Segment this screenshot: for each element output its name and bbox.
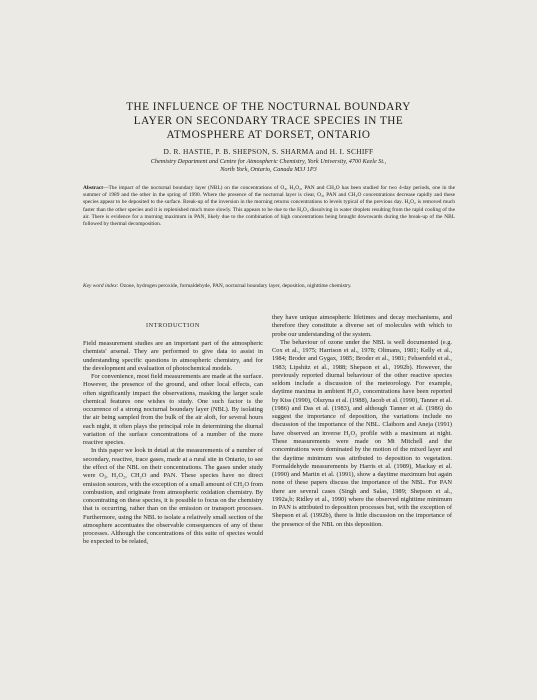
paragraph: Field measurement studies are an important part of the atmospheric chemists' arsenal. They are performed to give data to assist in understanding specific questions in atmospheric chemistry, and for the development and evaluation of photochemical models. <box>83 340 263 372</box>
paragraph: For convenience, most field measurements are made at the surface. However, the presence of the ground, and other local effects, can often significantly impact the observations, masking the larger scale chemical features one wishes to study. One such factor is the occurrence of a strong nocturnal boundary layer (NBL). By isolating the air being sampled from the bulk of the air aloft, for several hours each night, it often plays the principal role in determining the diurnal variation of the surface concentrations of a number of the more reactive species. <box>83 373 263 447</box>
title-line: ATMOSPHERE AT DORSET, ONTARIO <box>166 129 371 141</box>
affiliation <box>90 158 447 175</box>
abstract <box>83 185 455 228</box>
paper-title <box>90 100 447 142</box>
abstract-text: —The impact of the nocturnal boundary layer (NBL) on the concentrations of O₃, H₂O₂, PAN and CH₂O has been studied for two 4-day periods, one in the summer of 1989 and the other in the spring of 1990. Where the presence of the nocturnal layer is clear, O₃, PAN and CH₂O concentrations decrease rapidly and these species appear to be deposited to the surface. Break-up of the inversion in the morning returns concentrations to levels typical of the previous day. H₂O₂ is removed much faster than the other species and it is replenished much more slowly. This appears to be due to the H₂O₂ dissolving in water droplets resulting from the rapid cooling of the air. There is evidence for a morning maximum in PAN, likely due to the combination of high concentrations being brought downwards during the break-up of the NBL followed by thermal decomposition. <box>83 185 455 228</box>
left-column <box>83 314 263 547</box>
affiliation-line: North York, Ontario, Canada M3J 1P3 <box>220 166 317 174</box>
section-heading: INTRODUCTION <box>146 322 200 329</box>
keywords-label: Key word index: <box>83 283 119 289</box>
title-line: LAYER ON SECONDARY TRACE SPECIES IN THE <box>133 115 404 127</box>
keywords <box>83 283 455 290</box>
paragraph: In this paper we look in detail at the measurements of a number of secondary, reactive, trace gases, made at a rural site in Ontario, to see the effect of the NBL on their concentrations. The gases under study were O₃, H₂O₂, CH₂O and PAN. These species have no direct emission sources, with the exception of a small amount of CH₂O from combustion, and originate from atmospheric oxidation chemistry. By concentrating on these species, it is possible to focus on the chemistry that is occurring, rather than on the emission or transport processes. Furthermore, using the NBL to isolate a relatively small section of the atmosphere accentuates the observable consequences of any of these processes. Although the concentrations of this suite of species would be expected to be related, <box>83 447 263 546</box>
right-column <box>272 314 452 529</box>
paragraph: The behaviour of ozone under the NBL is well documented (e.g. Cox et al., 1975; Harrison et al., 1978; Oltmans, 1981; Kelly et al., 1984; Broder and Gygax, 1985; Broder et al., 1981; Fehsenfeld et al., 1983; Lipshitz et al., 1988; Shepson et al., 1992b). However, the previously reported diurnal behaviour of the other reactive species seldom include a discussion of the meteorology. For example, daytime maxima in ambient H₂O₂ concentrations have been reported by Kiss (1990), Olszyna et al. (1988), Jacob et al. (1990), Tanner et al. (1986) and Das et al. (1983), and although Tanner et al. (1986) do suggest the importance of deposition, the variations include no discussion of the importance of the NBL. Claiborn and Aneja (1991) have observed an inverse H₂O₂ profile with a maximum at night. These measurements were made on Mt Mitchell and the concentrations were dominated by the motion of the mixed layer and the daytime minimum was attributed to deposition to vegetation. Formaldehyde measurements by Harris et al. (1989), Mackay et al. (1990) and Martin et al. (1991), show a daytime maximum but again none of these papers discuss the importance of the NBL. For PAN there are several cases (Singh and Salas, 1989; Shepson et al., 1992a,b; Ridley et al., 1990) where the observed nighttime minimum in PAN is attributed to deposition processes but, with the exception of Shepson et al. (1992b), there is little discussion on the importance of the presence of the NBL on this deposition. <box>272 338 452 528</box>
keywords-text: Ozone, hydrogen peroxide, formaldehyde, PAN, nocturnal boundary layer, deposition, nighttime chemistry. <box>119 283 352 289</box>
paragraph: they have unique atmospheric lifetimes and decay mechanisms, and therefore they constitute a diverse set of molecules with which to probe our understanding of the system. <box>272 314 452 338</box>
author-list: D. R. HASTIE, P. B. SHEPSON, S. SHARMA and H. I. SCHIFF <box>163 147 374 156</box>
abstract-label: Abstract <box>83 185 104 191</box>
affiliation-line: Chemistry Department and Centre for Atmospheric Chemistry, York University, 4700 Keele St., <box>150 158 387 165</box>
title-line: THE INFLUENCE OF THE NOCTURNAL BOUNDARY <box>126 101 411 113</box>
